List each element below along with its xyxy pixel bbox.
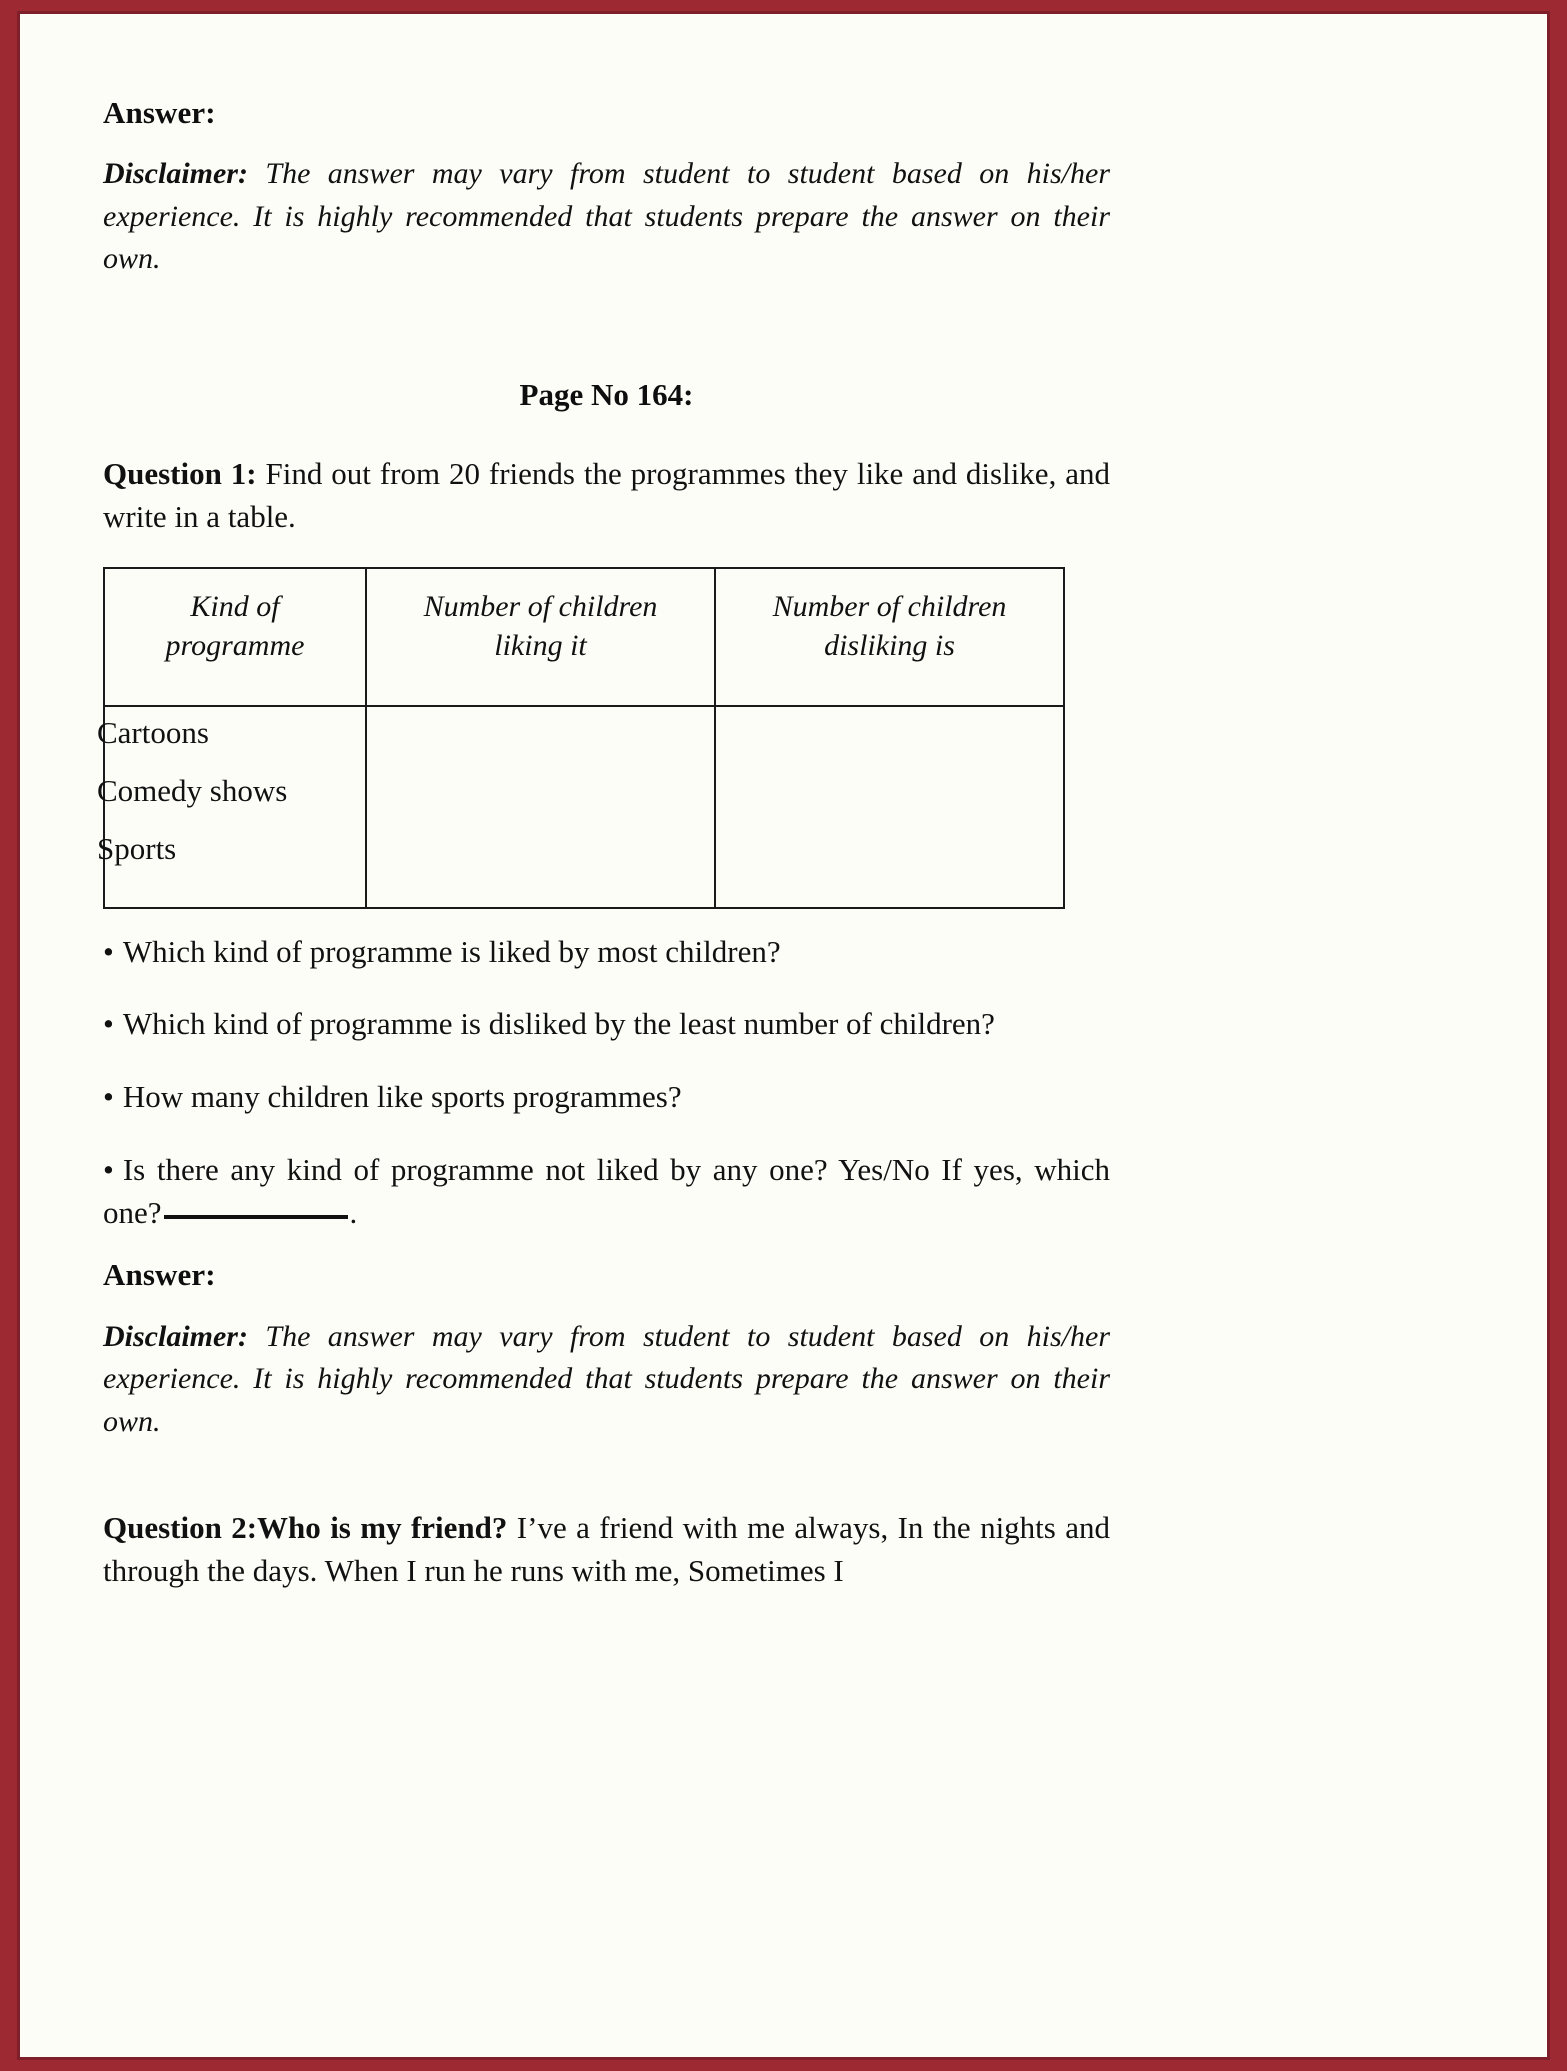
bullet-dot-icon: • <box>103 1151 114 1187</box>
spacer <box>103 909 1110 931</box>
header-line-1: Kind of <box>190 589 280 623</box>
page-number-heading: Page No 164: <box>519 376 694 412</box>
answer-heading-top: Answer: <box>103 95 216 130</box>
cell-disliking-counts[interactable] <box>715 706 1064 908</box>
question-2-label: Question 2:Who is my friend? <box>103 1510 508 1546</box>
bullet-text-2: Which kind of programme is disliked by the least number of children? <box>122 1006 995 1042</box>
table-header-row <box>104 568 1064 706</box>
table-row <box>104 706 1064 908</box>
bullet-item-4 <box>103 1149 1110 1235</box>
spacer <box>103 539 1110 567</box>
disclaimer-label-top: Disclaimer: <box>103 157 248 191</box>
disclaimer-label-bottom: Disclaimer: <box>103 1319 248 1353</box>
spacer <box>103 1119 1110 1149</box>
bullet-text-4-before: Is there any kind of programme not liked by any one? Yes/No If yes, which one? <box>103 1151 1110 1230</box>
fill-in-blank[interactable] <box>164 1215 348 1219</box>
disclaimer-paragraph-bottom <box>103 1316 1110 1444</box>
cell-liking-counts[interactable] <box>366 706 715 908</box>
header-line-2: liking it <box>494 629 587 663</box>
question-1-label: Question 1: <box>103 455 257 491</box>
question-1-paragraph <box>103 453 1110 539</box>
programme-table <box>97 567 1065 909</box>
spacer <box>103 1443 1110 1507</box>
bullet-item-2 <box>103 1003 1110 1046</box>
question-1-text: Find out from 20 friends the programmes they like and dislike, and write in a table. <box>103 455 1110 534</box>
bullet-dot-icon: • <box>103 1006 114 1042</box>
disclaimer-text-bottom: The answer may vary from student to student based on his/her experience. It is highly recommended that students prepare the answer on their own. <box>103 1319 1110 1438</box>
answer-heading-bottom: Answer: <box>103 1257 216 1293</box>
bullet-item-1 <box>103 931 1110 974</box>
spacer <box>103 1046 1110 1076</box>
header-line-1: Number of children <box>423 589 658 623</box>
column-header-kind-of-programme <box>104 568 366 706</box>
programme-name-list <box>97 707 357 864</box>
bullet-text-4-after: . <box>349 1194 358 1230</box>
header-line-2: disliking is <box>824 629 955 663</box>
document-content <box>97 94 1111 1593</box>
column-header-disliking <box>715 568 1064 706</box>
disclaimer-text-top: The answer may vary from student to student based on his/her experience. It is highly recommended that students prepare the answer on their own. <box>103 157 1110 276</box>
page-border-frame <box>17 11 1550 2060</box>
question-2-paragraph <box>103 1507 1110 1593</box>
list-item: Comedy shows <box>97 772 288 808</box>
cell-programme-names <box>97 706 366 908</box>
spacer <box>103 973 1110 1003</box>
spacer <box>103 1234 1110 1256</box>
page-surface <box>20 14 1547 2057</box>
disclaimer-paragraph-top <box>103 153 1110 281</box>
list-item: Cartoons <box>97 714 209 750</box>
spacer <box>103 413 1110 453</box>
question-2-text: I’ve a friend with me always, In the nights and through the days. When I run he runs with me, Sometimes I <box>103 1510 1111 1589</box>
bullet-dot-icon: • <box>103 1079 114 1115</box>
bullet-text-3: How many children like sports programmes? <box>122 1079 682 1115</box>
header-line-1: Number of children <box>772 589 1007 623</box>
spacer <box>103 281 1110 377</box>
bullet-item-3 <box>103 1076 1110 1119</box>
bullet-dot-icon: • <box>103 933 114 969</box>
bullet-text-1: Which kind of programme is liked by most children? <box>122 933 781 969</box>
column-header-liking <box>366 568 715 706</box>
list-item: Sports <box>97 830 177 866</box>
header-line-2: programme <box>165 629 305 663</box>
